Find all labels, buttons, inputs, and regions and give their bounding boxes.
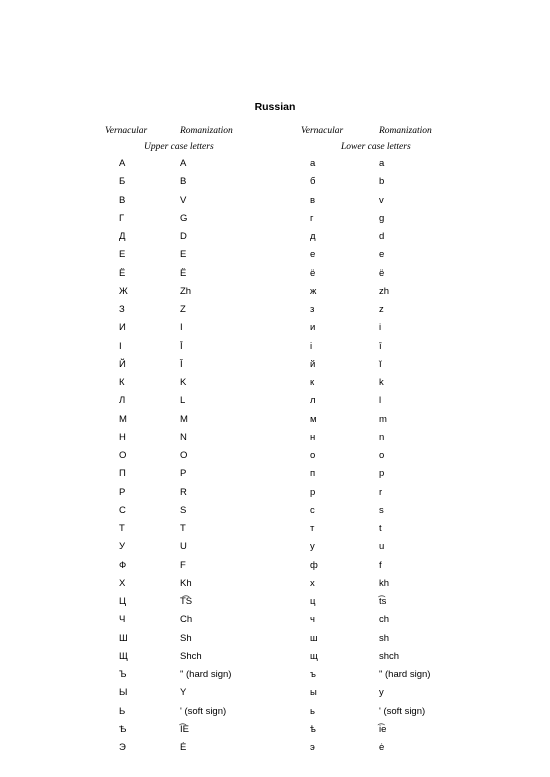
lower-romanization-cell: z	[379, 304, 384, 315]
upper-romanization-cell: N	[180, 431, 187, 443]
upper-romanization-cell: T͡S	[180, 596, 193, 607]
upper-vernacular-cell: О	[119, 450, 127, 461]
lower-romanization-cell: d	[379, 231, 385, 242]
table-row	[0, 158, 550, 176]
table-row	[0, 341, 550, 359]
upper-vernacular-cell: Х	[119, 577, 126, 589]
table-row	[0, 450, 550, 468]
column-header-vernacular-upper: Vernacular	[105, 126, 148, 136]
table-row	[0, 468, 550, 486]
lower-vernacular-cell: л	[310, 395, 316, 407]
table-row	[0, 231, 550, 249]
lower-romanization-cell: i͡e	[379, 723, 387, 735]
lower-vernacular-cell: ь	[310, 705, 315, 717]
lower-romanization-cell: y	[379, 687, 384, 699]
table-row	[0, 633, 550, 651]
transliteration-table	[0, 158, 550, 760]
upper-vernacular-cell: Ж	[119, 285, 128, 297]
upper-vernacular-cell: Ь	[119, 705, 126, 717]
upper-romanization-cell: O	[180, 450, 188, 461]
column-header-vernacular-lower: Vernacular	[301, 126, 344, 136]
table-row	[0, 742, 550, 760]
lower-vernacular-cell: т	[310, 523, 315, 534]
lower-vernacular-cell: с	[310, 504, 315, 516]
upper-romanization-cell: Shch	[180, 650, 202, 662]
lower-romanization-cell: ë	[379, 267, 385, 279]
lower-vernacular-cell: х	[310, 577, 315, 589]
lower-vernacular-cell: з	[310, 304, 315, 315]
upper-romanization-cell: ʺ (hard sign)	[180, 669, 232, 680]
lower-vernacular-cell: к	[310, 377, 315, 388]
lower-romanization-cell: sh	[379, 632, 390, 644]
lower-romanization-cell: t͡s	[379, 596, 387, 607]
upper-romanization-cell: B	[180, 176, 187, 188]
lower-romanization-cell: i	[379, 322, 382, 334]
upper-romanization-cell: T	[180, 523, 186, 534]
upper-vernacular-cell: В	[119, 194, 126, 206]
upper-vernacular-cell: К	[119, 377, 125, 388]
upper-romanization-cell: Ė	[180, 742, 187, 753]
upper-vernacular-cell: Й	[119, 358, 126, 370]
table-row	[0, 578, 550, 596]
upper-vernacular-cell: П	[119, 468, 126, 480]
lower-vernacular-cell: ж	[310, 285, 317, 297]
table-row	[0, 614, 550, 632]
lower-romanization-cell: n	[379, 431, 385, 443]
lower-romanization-cell: ch	[379, 614, 390, 626]
lower-vernacular-cell: ё	[310, 267, 316, 279]
lower-romanization-cell: ī	[379, 340, 382, 352]
upper-vernacular-cell: Ы	[119, 687, 128, 699]
lower-romanization-cell: a	[379, 158, 385, 169]
upper-vernacular-cell: Ц	[119, 596, 127, 607]
lower-romanization-cell: ʺ (hard sign)	[379, 669, 431, 680]
table-row	[0, 505, 550, 523]
lower-romanization-cell: r	[379, 486, 383, 498]
lower-vernacular-cell: ц	[310, 596, 316, 607]
lower-vernacular-cell: у	[310, 541, 315, 553]
lower-vernacular-cell: й	[310, 358, 316, 370]
table-row	[0, 560, 550, 578]
upper-vernacular-cell: У	[119, 541, 126, 553]
lower-vernacular-cell: э	[310, 742, 315, 753]
table-row	[0, 176, 550, 194]
upper-vernacular-cell: С	[119, 504, 126, 516]
lower-romanization-cell: o	[379, 450, 385, 461]
table-row	[0, 541, 550, 559]
lower-romanization-cell: k	[379, 377, 384, 388]
lower-romanization-cell: u	[379, 541, 385, 553]
lower-vernacular-cell: ш	[310, 632, 318, 644]
upper-vernacular-cell: Б	[119, 176, 126, 188]
lower-romanization-cell: b	[379, 176, 385, 188]
table-row	[0, 268, 550, 286]
lower-romanization-cell: ʹ (soft sign)	[379, 705, 426, 717]
upper-romanization-cell: E	[180, 249, 187, 261]
lower-vernacular-cell: м	[310, 413, 317, 425]
upper-romanization-cell: P	[180, 468, 187, 480]
table-row	[0, 432, 550, 450]
lower-vernacular-cell: і	[310, 340, 313, 352]
upper-vernacular-cell: Е	[119, 249, 126, 261]
upper-vernacular-cell: Т	[119, 523, 125, 534]
lower-romanization-cell: e	[379, 249, 385, 261]
column-header-romanization-lower: Romanization	[379, 126, 432, 136]
table-row	[0, 322, 550, 340]
lower-romanization-cell: t	[379, 523, 382, 534]
lower-vernacular-cell: ъ	[310, 669, 316, 680]
subheader-lower-case: Lower case letters	[341, 142, 411, 152]
upper-romanization-cell: G	[180, 212, 188, 224]
upper-vernacular-cell: Э	[119, 742, 126, 753]
table-row	[0, 523, 550, 541]
upper-romanization-cell: Sh	[180, 632, 192, 644]
upper-romanization-cell: Ch	[180, 614, 193, 626]
upper-vernacular-cell: І	[119, 340, 122, 352]
lower-romanization-cell: kh	[379, 577, 390, 589]
lower-romanization-cell: s	[379, 504, 384, 516]
upper-vernacular-cell: Ф	[119, 559, 127, 571]
upper-romanization-cell: Z	[180, 304, 186, 315]
upper-vernacular-cell: Р	[119, 486, 126, 498]
upper-vernacular-cell: Ъ	[119, 669, 127, 680]
table-row	[0, 195, 550, 213]
upper-romanization-cell: Ī	[180, 340, 183, 352]
upper-vernacular-cell: Щ	[119, 650, 128, 662]
table-row	[0, 304, 550, 322]
column-header-romanization-upper: Romanization	[180, 126, 233, 136]
upper-romanization-cell: I͡E	[180, 723, 189, 735]
upper-romanization-cell: Ĭ	[180, 358, 183, 370]
table-row	[0, 487, 550, 505]
upper-romanization-cell: D	[180, 231, 187, 242]
page-title: Russian	[254, 101, 296, 113]
lower-romanization-cell: ė	[379, 742, 385, 753]
lower-romanization-cell: p	[379, 468, 385, 480]
lower-vernacular-cell: и	[310, 322, 316, 334]
lower-romanization-cell: f	[379, 559, 382, 571]
upper-romanization-cell: Ë	[180, 267, 187, 279]
upper-vernacular-cell: Ѣ	[119, 723, 127, 735]
upper-romanization-cell: L	[180, 395, 186, 407]
upper-romanization-cell: ʹ (soft sign)	[180, 705, 227, 717]
upper-vernacular-cell: М	[119, 413, 127, 425]
lower-romanization-cell: m	[379, 413, 387, 425]
upper-romanization-cell: U	[180, 541, 187, 553]
upper-vernacular-cell: И	[119, 322, 126, 334]
upper-romanization-cell: I	[180, 322, 183, 334]
lower-romanization-cell: v	[379, 194, 384, 206]
lower-romanization-cell: shch	[379, 650, 400, 662]
table-row	[0, 213, 550, 231]
table-row	[0, 651, 550, 669]
lower-vernacular-cell: н	[310, 431, 316, 443]
upper-romanization-cell: A	[180, 158, 187, 169]
upper-romanization-cell: Zh	[180, 285, 192, 297]
lower-romanization-cell: ĭ	[379, 358, 382, 370]
lower-vernacular-cell: в	[310, 194, 316, 206]
upper-vernacular-cell: А	[119, 158, 126, 169]
upper-romanization-cell: Kh	[180, 577, 192, 589]
lower-vernacular-cell: п	[310, 468, 316, 480]
table-row	[0, 724, 550, 742]
upper-romanization-cell: R	[180, 486, 187, 498]
upper-romanization-cell: K	[180, 377, 187, 388]
lower-vernacular-cell: ѣ	[310, 723, 316, 735]
lower-vernacular-cell: ф	[310, 559, 318, 571]
upper-romanization-cell: S	[180, 504, 187, 516]
table-row	[0, 377, 550, 395]
table-row	[0, 395, 550, 413]
lower-vernacular-cell: р	[310, 486, 316, 498]
table-row	[0, 359, 550, 377]
upper-vernacular-cell: З	[119, 304, 125, 315]
table-row	[0, 669, 550, 687]
upper-vernacular-cell: Н	[119, 431, 126, 443]
lower-vernacular-cell: д	[310, 231, 316, 242]
upper-romanization-cell: M	[180, 413, 188, 425]
subheader-upper-case: Upper case letters	[144, 142, 214, 152]
lower-vernacular-cell: о	[310, 450, 316, 461]
lower-vernacular-cell: а	[310, 158, 316, 169]
table-row	[0, 249, 550, 267]
table-row	[0, 286, 550, 304]
upper-vernacular-cell: Л	[119, 395, 126, 407]
upper-romanization-cell: Y	[180, 687, 187, 699]
upper-romanization-cell: F	[180, 559, 186, 571]
upper-vernacular-cell: Ш	[119, 632, 128, 644]
lower-vernacular-cell: ч	[310, 614, 315, 626]
lower-vernacular-cell: щ	[310, 650, 318, 662]
upper-vernacular-cell: Ч	[119, 614, 126, 626]
upper-romanization-cell: V	[180, 194, 187, 206]
table-row	[0, 414, 550, 432]
table-row	[0, 687, 550, 705]
upper-vernacular-cell: Д	[119, 231, 126, 242]
table-row	[0, 706, 550, 724]
table-row	[0, 596, 550, 614]
lower-vernacular-cell: б	[310, 176, 316, 188]
upper-vernacular-cell: Ё	[119, 267, 126, 279]
lower-vernacular-cell: г	[310, 212, 314, 224]
lower-vernacular-cell: е	[310, 249, 316, 261]
lower-romanization-cell: zh	[379, 285, 390, 297]
lower-romanization-cell: l	[379, 395, 382, 407]
lower-romanization-cell: g	[379, 212, 385, 224]
upper-vernacular-cell: Г	[119, 212, 125, 224]
lower-vernacular-cell: ы	[310, 687, 317, 699]
